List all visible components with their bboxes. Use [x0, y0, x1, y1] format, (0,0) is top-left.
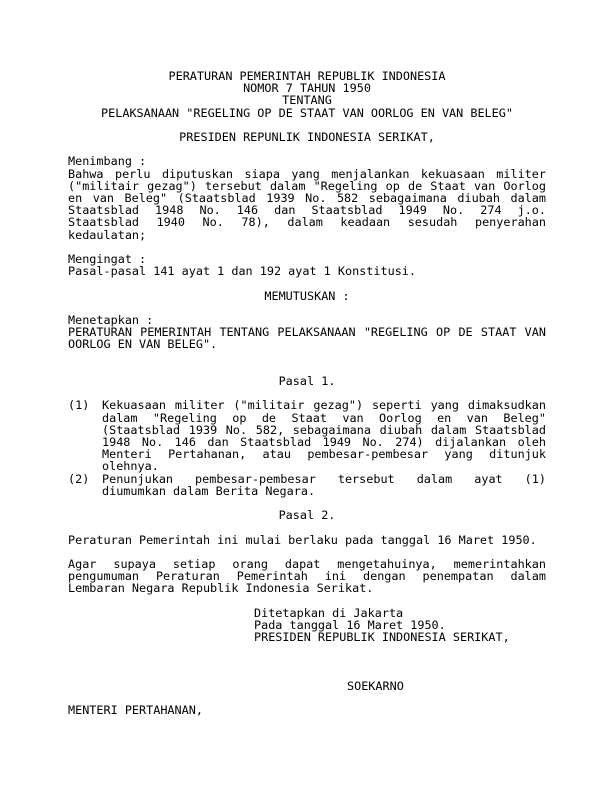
- menetapkan-label: Menetapkan :: [68, 312, 154, 327]
- pasal-1-item-1: [68, 399, 546, 472]
- pasal-1-item-2: [68, 473, 546, 497]
- mengingat-label: Mengingat :: [68, 252, 147, 266]
- pasal-2-heading: Pasal 2.: [278, 508, 336, 523]
- item-number: (2): [68, 471, 90, 486]
- title-tentang: TENTANG: [282, 93, 332, 108]
- menimbang-label: Menimbang :: [68, 154, 147, 169]
- item-line: dalam "Regeling op de Staat van Oorlog en van Beleg": [102, 410, 546, 425]
- pasal-2-line: Agar supaya setiap orang dapat mengetahuinya, memerintahkan: [68, 556, 546, 571]
- pasal-2-text: Peraturan Pemerintah ini mulai berlaku pada tanggal 16 Maret 1950.: [68, 532, 537, 547]
- signature-name: SOEKARNO: [347, 678, 404, 693]
- president-heading: PRESIDEN REPUNLIK INDONESIA SERIKAT,: [179, 130, 435, 144]
- item-number: (1): [68, 398, 90, 413]
- title-subject: PELAKSANAAN "REGELING OP DE STAAT VAN OORLOG EN VAN BELEG": [101, 105, 513, 120]
- menetapkan-line: OORLOG EN VAN BELEG".: [68, 337, 218, 352]
- memutuskan-heading: MEMUTUSKAN :: [264, 288, 350, 303]
- item-line: 1948 No. 146 dan Staatsblad 1949 No. 274) dijalankan oleh: [102, 434, 546, 449]
- menimbang-line: en van Beleg" (Staatsblad 1939 No. 582 sebagaimana diubah dalam: [68, 191, 546, 205]
- item-line: Menteri Pertahanan, atau pembesar-pembesar yang ditunjuk: [102, 447, 546, 462]
- pasal-2-line: Lembaran Negara Republik Indonesia Serikat.: [68, 581, 374, 596]
- minister-title: MENTERI PERTAHANAN,: [68, 703, 203, 718]
- document-page: [68, 70, 546, 717]
- menetapkan-line: PERATURAN PEMERINTAH TENTANG PELAKSANAAN "REGELING OP DE STAAT VAN: [68, 325, 546, 340]
- pasal-2-line: pengumuman Peraturan Pemerintah ini dengan penempatan dalam: [68, 569, 546, 584]
- signature-date: Pada tanggal 16 Maret 1950.: [254, 617, 446, 632]
- menimbang-line: kedaulatan;: [68, 227, 147, 242]
- item-line: olehnya.: [102, 459, 159, 474]
- item-line: Penunjukan pembesar-pembesar tersebut dalam ayat (1): [102, 471, 546, 486]
- item-line: diumumkan dalam Berita Negara.: [102, 483, 316, 498]
- menimbang-line: Staatsblad 1948 No. 146 dan Staatsblad 1949 No. 274 j.o.: [68, 203, 546, 218]
- title-line: PERATURAN PEMERINTAH REPUBLIK INDONESIA: [168, 69, 446, 83]
- item-line: Kekuasaan militer ("militair gezag") seperti yang dimaksudkan: [102, 398, 546, 413]
- signature-title: PRESIDEN REPUBLIK INDONESIA SERIKAT,: [254, 630, 510, 645]
- menimbang-line: Bahwa perlu diputuskan siapa yang menjalankan kekuasaan militer: [68, 166, 546, 181]
- signature-place: Ditetapkan di Jakarta: [254, 605, 404, 620]
- title-number: NOMOR 7 TAHUN 1950: [243, 81, 371, 96]
- pasal-1-heading: Pasal 1.: [278, 373, 336, 388]
- menimbang-line: ("militair gezag") tersebut dalam "Regeling op de Staat van Oorlog: [68, 178, 546, 193]
- menimbang-line: Staatsblad 1940 No. 78), dalam keadaan sesudah penyerahan: [68, 215, 546, 230]
- mengingat-text: Pasal-pasal 141 ayat 1 dan 192 ayat 1 Konstitusi.: [68, 264, 417, 279]
- item-line: (Staatsblad 1939 No. 582, sebagaimana diubah dalam Staatsblad: [102, 422, 546, 437]
